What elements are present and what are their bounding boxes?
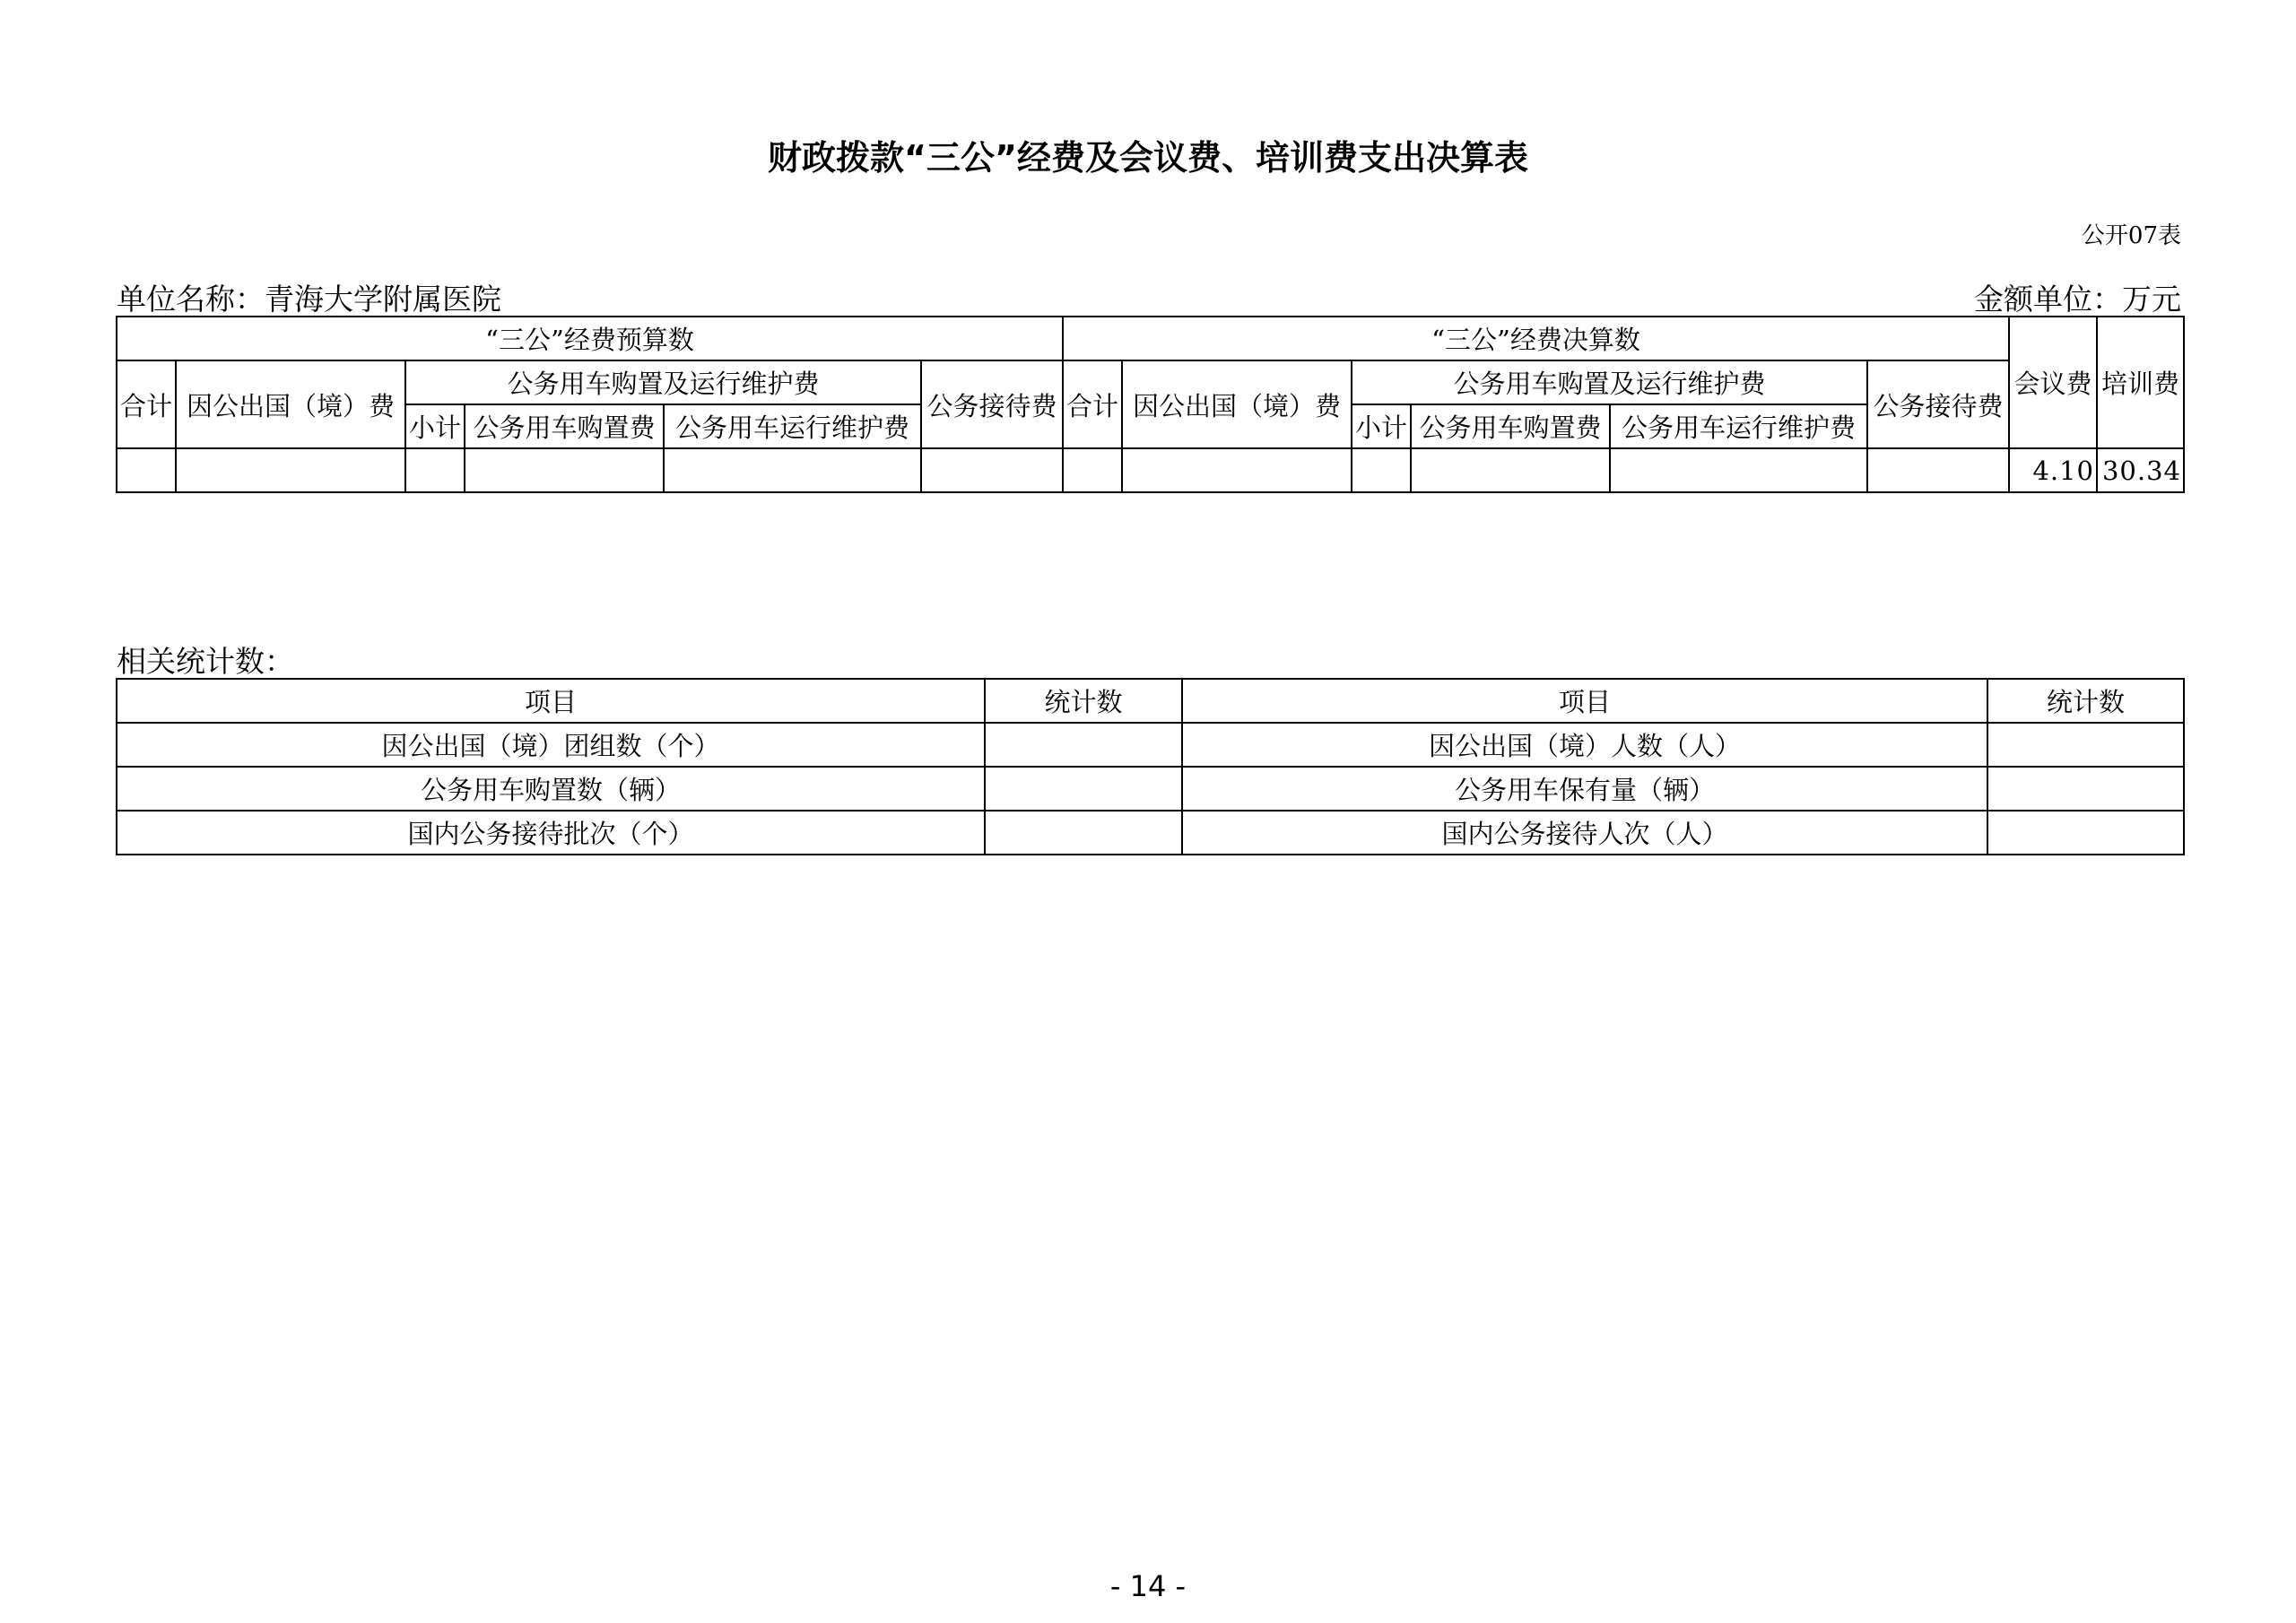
budget-vehicle-header: 公务用车购置及运行维护费 [405, 360, 921, 404]
training-fee-cell: 30.34 [2097, 448, 2184, 492]
actual-vehicle-purchase-header: 公务用车购置费 [1411, 404, 1610, 448]
stats-count [1987, 767, 2184, 811]
budget-abroad-header: 因公出国（境）费 [176, 360, 405, 448]
actual-abroad-header: 因公出国（境）费 [1122, 360, 1352, 448]
budget-total-header: 合计 [117, 360, 176, 448]
actual-vehicle-operation-cell [1610, 448, 1867, 492]
budget-vehicle-purchase-cell [465, 448, 664, 492]
stats-item: 国内公务接待批次（个） [117, 811, 985, 855]
unit-name: 单位名称：青海大学附属医院 [117, 282, 501, 317]
budget-subtotal-cell [405, 448, 465, 492]
training-fee-header: 培训费 [2097, 317, 2184, 448]
actual-group-header: “三公”经费决算数 [1063, 317, 2009, 360]
budget-vehicle-operation-header: 公务用车运行维护费 [664, 404, 921, 448]
budget-reception-cell [921, 448, 1063, 492]
stats-count [985, 811, 1182, 855]
stats-item: 公务用车购置数（辆） [117, 767, 985, 811]
stats-count [985, 767, 1182, 811]
stats-label: 相关统计数： [117, 644, 294, 679]
stats-item: 国内公务接待人次（人） [1182, 811, 1987, 855]
budget-group-header: “三公”经费预算数 [117, 317, 1063, 360]
actual-vehicle-operation-header: 公务用车运行维护费 [1610, 404, 1867, 448]
actual-total-cell [1063, 448, 1122, 492]
table-row [117, 811, 2184, 855]
actual-subtotal-header: 小计 [1352, 404, 1411, 448]
stats-table [116, 678, 2185, 855]
expenditure-table [116, 316, 2185, 493]
stats-count-header: 统计数 [985, 679, 1182, 723]
budget-abroad-cell [176, 448, 405, 492]
actual-vehicle-purchase-cell [1411, 448, 1610, 492]
actual-reception-cell [1867, 448, 2009, 492]
stats-count [1987, 811, 2184, 855]
stats-item-header: 项目 [1182, 679, 1987, 723]
stats-count-header: 统计数 [1987, 679, 2184, 723]
actual-reception-header: 公务接待费 [1867, 360, 2009, 448]
meeting-fee-header: 会议费 [2009, 317, 2097, 448]
meeting-fee-cell: 4.10 [2009, 448, 2097, 492]
actual-vehicle-header: 公务用车购置及运行维护费 [1352, 360, 1867, 404]
amount-unit: 金额单位：万元 [1974, 282, 2181, 317]
actual-total-header: 合计 [1063, 360, 1122, 448]
budget-reception-header: 公务接待费 [921, 360, 1063, 448]
table-row [117, 448, 2184, 492]
budget-total-cell [117, 448, 176, 492]
page-number: - 14 - [1109, 1569, 1187, 1603]
actual-subtotal-cell [1352, 448, 1411, 492]
stats-count [1987, 723, 2184, 767]
budget-subtotal-header: 小计 [405, 404, 465, 448]
stats-item: 因公出国（境）人数（人） [1182, 723, 1987, 767]
actual-abroad-cell [1122, 448, 1352, 492]
stats-item-header: 项目 [117, 679, 985, 723]
page-title: 财政拨款“三公”经费及会议费、培训费支出决算表 [768, 138, 1528, 178]
budget-vehicle-operation-cell [664, 448, 921, 492]
table-row [117, 767, 2184, 811]
form-number: 公开07表 [2081, 222, 2181, 249]
budget-vehicle-purchase-header: 公务用车购置费 [465, 404, 664, 448]
stats-count [985, 723, 1182, 767]
stats-item: 公务用车保有量（辆） [1182, 767, 1987, 811]
table-row [117, 723, 2184, 767]
stats-item: 因公出国（境）团组数（个） [117, 723, 985, 767]
